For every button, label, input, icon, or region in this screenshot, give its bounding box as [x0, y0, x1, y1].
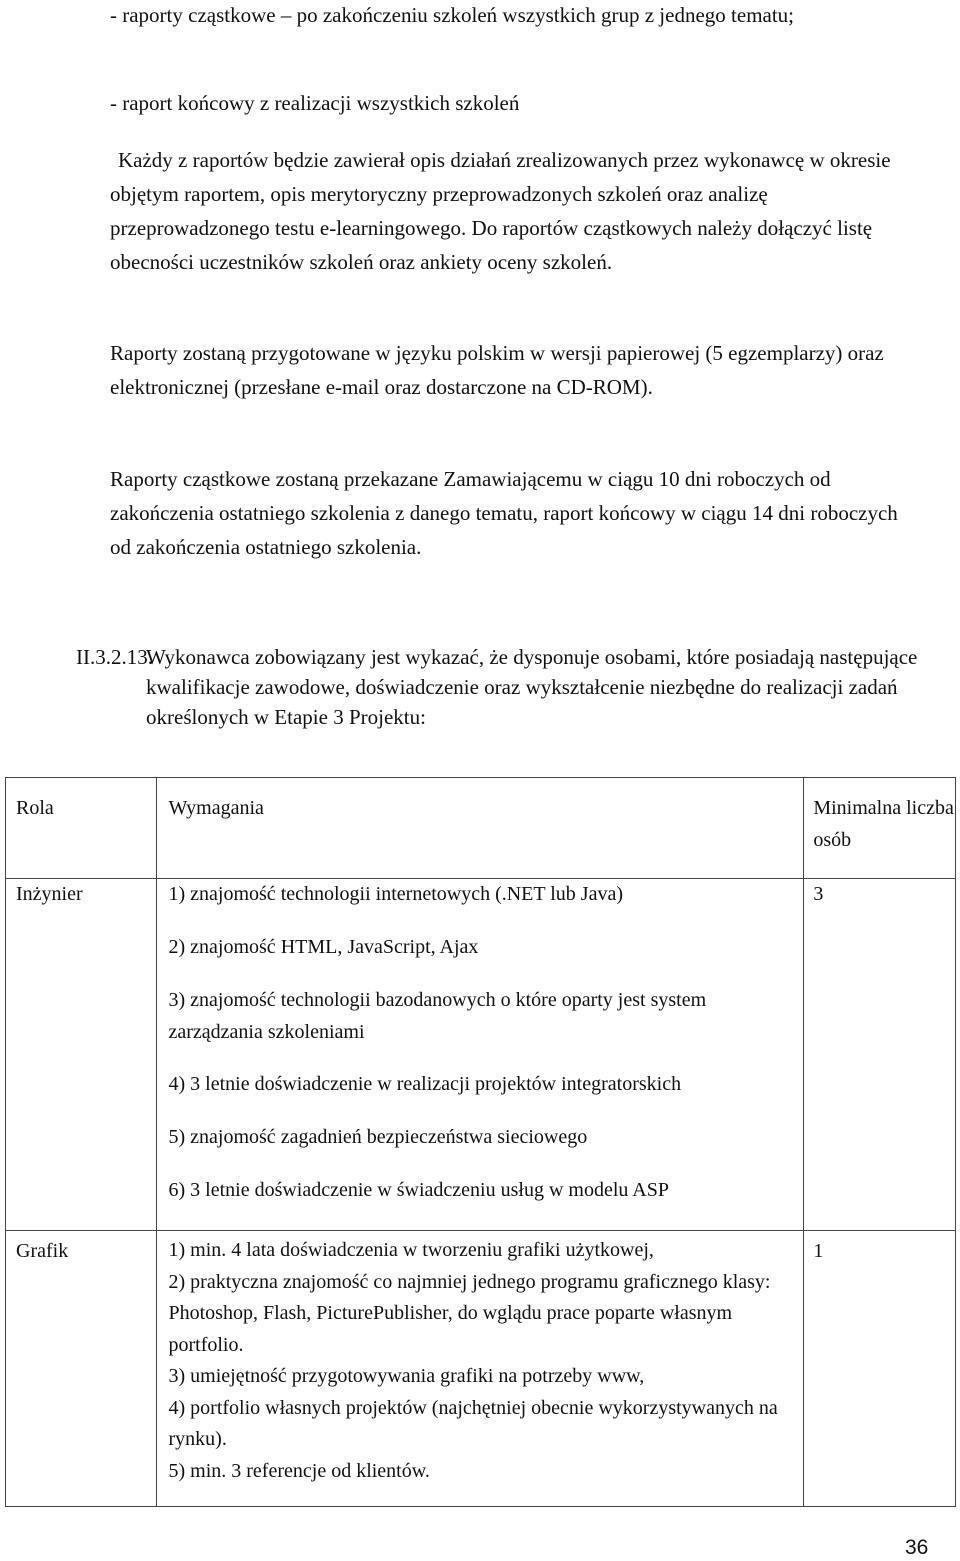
requirement-item: 3) znajomość technologii bazodanowych o które oparty jest system zarządzania szkoleniami — [168, 989, 707, 1043]
role-cell-engineer — [6, 879, 157, 1231]
header-min-people-cell — [804, 778, 956, 879]
reports-format-paragraph: Raporty zostaną przygotowane w języku polskim w wersji papierowej (5 egzemplarzy) oraz elektronicznej (przesłane e-mail oraz dostarczone na CD-ROM). — [110, 341, 884, 399]
requirement-item: 1) znajomość technologii internetowych (.NET lub Java) — [168, 883, 624, 905]
role-cell-graphic — [6, 1231, 157, 1507]
reports-deadline-paragraph: Raporty cząstkowe zostaną przekazane Zamawiającemu w ciągu 10 dni roboczych od zakończenia ostatniego szkolenia z danego tematu, raport końcowy w ciągu 14 dni roboczych od zakończenia ostatniego szkolenia. — [110, 467, 898, 559]
requirement-item: 4) portfolio własnych projektów (najchętniej obecnie wykorzystywanych na rynku). — [168, 1396, 778, 1450]
section-text: Wykonawca zobowiązany jest wykazać, że dysponuje osobami, które posiadają następujące kwalifikacje zawodowe, doświadczenie oraz wykształcenie niezbędne do realizacji zadań określonych w Etapie 3 Projektu: — [146, 645, 918, 729]
requirements-list-graphic — [157, 1231, 804, 1487]
table-row-graphic-designer — [6, 1231, 956, 1507]
table-header-row — [6, 778, 956, 879]
requirement-item: 6) 3 letnie doświadczenie w świadczeniu usług w modelu ASP — [168, 1179, 669, 1201]
header-role: Rola — [16, 797, 54, 819]
role-graphic: Grafik — [16, 1240, 69, 1262]
staff-requirements-table — [5, 777, 956, 1507]
requirement-item: 1) min. 4 lata doświadczenia w tworzeniu grafiki użytkowej, — [168, 1239, 654, 1261]
report-item-final: - raport końcowy z realizacji wszystkich szkoleń — [110, 91, 520, 115]
requirements-cell-engineer — [156, 879, 804, 1231]
requirement-item: 5) znajomość zagadnień bezpieczeństwa sieciowego — [168, 1126, 588, 1148]
report-item-partial: - raporty cząstkowe – po zakończeniu szkoleń wszystkich grup z jednego tematu; — [110, 3, 795, 27]
count-graphic: 1 — [813, 1240, 824, 1262]
requirement-item: 2) znajomość HTML, JavaScript, Ajax — [168, 936, 479, 958]
header-requirements-cell — [156, 778, 804, 879]
count-cell-engineer — [804, 879, 956, 1231]
requirement-item: 3) umiejętność przygotowywania grafiki na potrzeby www, — [168, 1365, 645, 1387]
table-row-engineer — [6, 879, 956, 1231]
header-role-cell — [6, 778, 157, 879]
section-number: II.3.2.13. — [76, 645, 153, 669]
page-number: 36 — [905, 1536, 929, 1559]
requirement-item: 2) praktyczna znajomość co najmniej jednego programu graficznego klasy: Photoshop, Flash, PicturePublisher, do wglądu prace poparte własnym portfolio. — [168, 1270, 771, 1356]
requirement-item: 4) 3 letnie doświadczenie w realizacji projektów integratorskich — [168, 1073, 682, 1095]
requirement-item: 5) min. 3 referencje od klientów. — [168, 1459, 430, 1482]
requirements-cell-graphic — [156, 1231, 804, 1507]
requirements-list-engineer — [157, 878, 804, 1206]
reports-description-paragraph: Każdy z raportów będzie zawierał opis działań zrealizowanych przez wykonawcę w okresie objętym raportem, opis merytoryczny przeprowadzonych szkoleń oraz analizę przeprowadzonego testu e-learningowego. Do raportów cząstkowych należy dołączyć listę obecności uczestników szkoleń oraz ankiety oceny szkoleń. — [110, 148, 891, 274]
section-II-3-2-13 — [76, 642, 936, 732]
header-requirements: Wymagania — [168, 797, 264, 819]
role-engineer: Inżynier — [16, 883, 83, 905]
count-cell-graphic — [804, 1231, 956, 1507]
header-min-people: Minimalna liczba osób — [813, 797, 954, 851]
count-engineer: 3 — [813, 883, 824, 905]
